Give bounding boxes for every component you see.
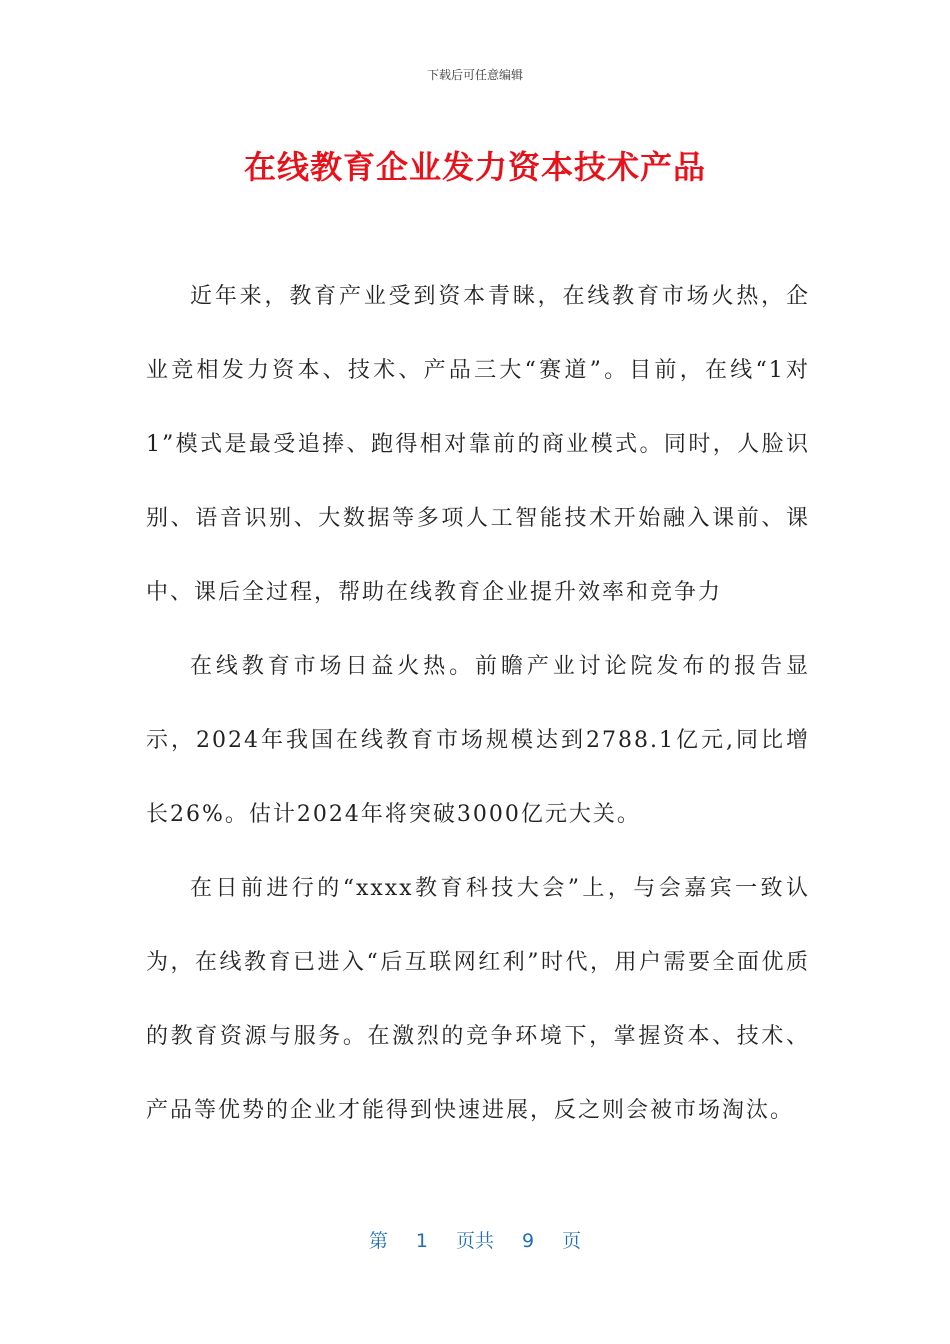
footer-middle: 页共: [455, 1230, 494, 1252]
footer-suffix: 页: [562, 1230, 582, 1252]
document-body: [146, 260, 810, 1148]
paragraph-3: 在日前进行的“xxxx教育科技大会”上，与会嘉宾一致认为，在线教育已进入“后互联网红利”时代，用户需要全面优质的教育资源与服务。在激烈的竞争环境下，掌握资本、技术、产品等优势的企业才能得到快速进展，反之则会被市场淘汰。: [146, 876, 810, 1123]
footer-current-page: 1: [415, 1230, 428, 1252]
page-footer: [0, 1226, 950, 1253]
footer-prefix: 第: [368, 1230, 388, 1252]
header-note: 下载后可任意编辑: [426, 68, 523, 82]
paragraph-1: 近年来，教育产业受到资本青睐，在线教育市场火热，企业竞相发力资本、技术、产品三大“赛道”。目前，在线“1对1”模式是最受追捧、跑得相对靠前的商业模式。同时，人脸识别、语音识别、大数据等多项人工智能技术开始融入课前、课中、课后全过程，帮助在线教育企业提升效率和竞争力: [146, 284, 810, 605]
paragraph-2: 在线教育市场日益火热。前瞻产业讨论院发布的报告显示，2024年我国在线教育市场规模达到2788.1亿元,同比增长26%。估计2024年将突破3000亿元大关。: [146, 654, 810, 827]
document-title: 在线教育企业发力资本技术产品: [243, 148, 706, 186]
footer-total-pages: 9: [522, 1230, 535, 1252]
